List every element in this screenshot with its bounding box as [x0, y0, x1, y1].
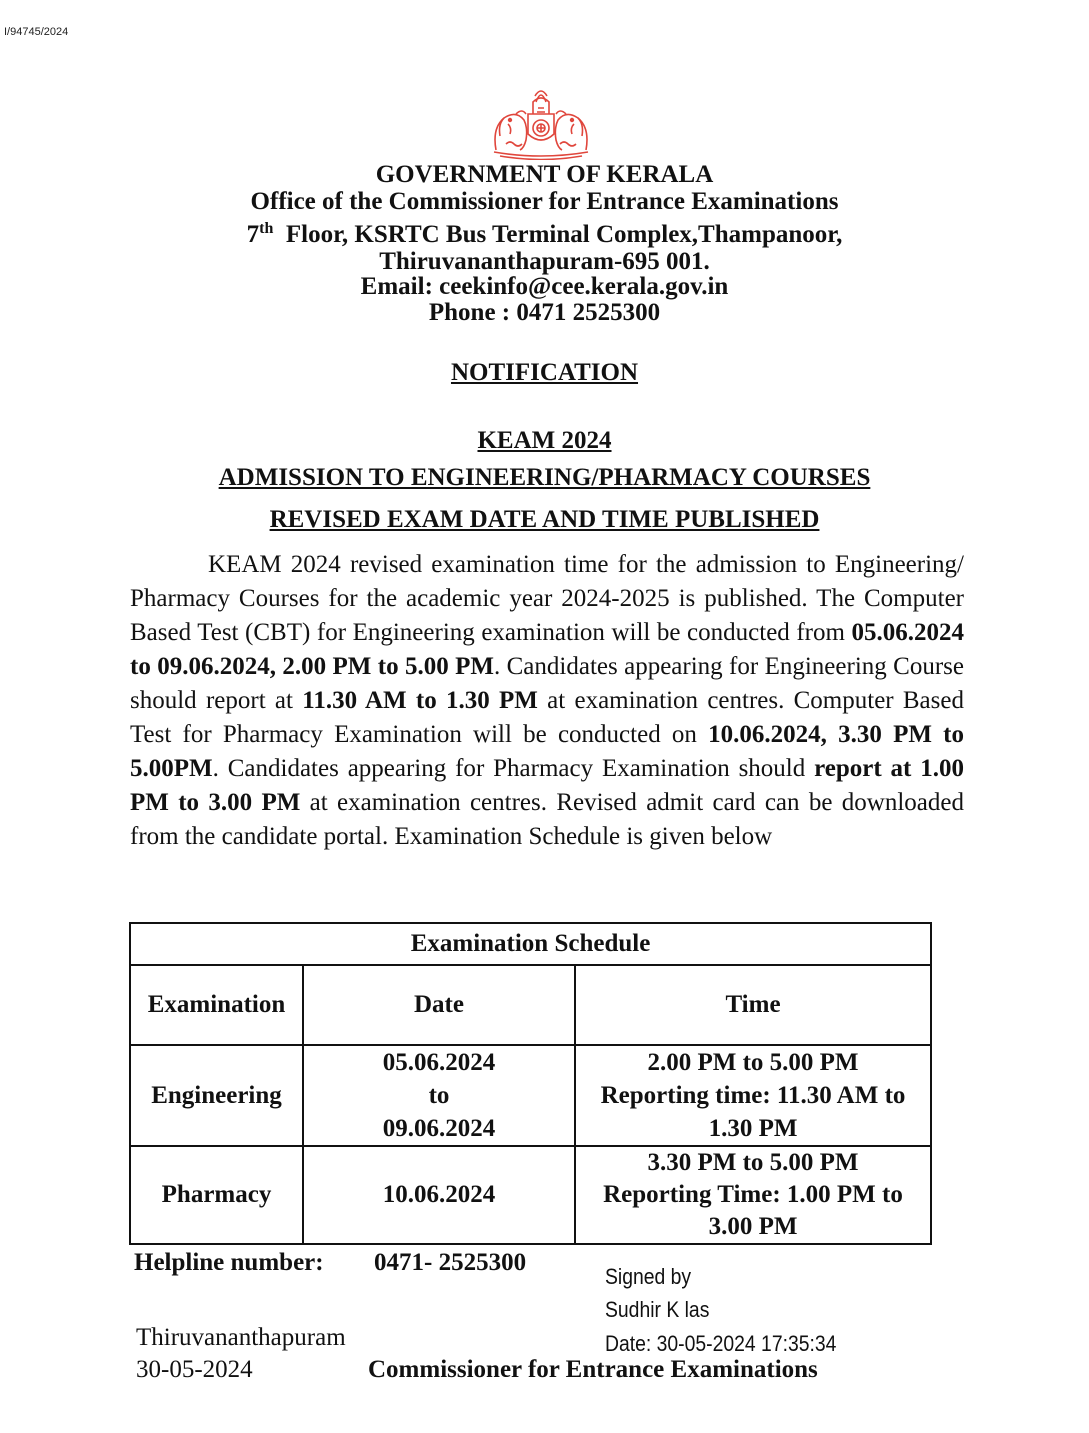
engineering-date-to: to — [428, 1082, 450, 1109]
header-government: GOVERNMENT OF KERALA — [375, 161, 714, 188]
schedule-title-row — [130, 923, 931, 965]
signed-by-label: Signed by — [605, 1264, 692, 1289]
engineering-exam-time: 2.00 PM to 5.00 PM — [647, 1049, 859, 1076]
helpline-number: 0471- 2525300 — [374, 1249, 527, 1276]
pharmacy-exam-time: 3.30 PM to 5.00 PM — [647, 1149, 859, 1176]
examination-schedule-table — [129, 922, 932, 1245]
engineering-reporting-time: Reporting time: 11.30 AM to — [600, 1082, 906, 1109]
engineering-reporting-time-end: 1.30 PM — [708, 1115, 798, 1142]
floor-suffix: th — [259, 220, 274, 237]
signer-name: Sudhir K las — [605, 1297, 710, 1322]
table-row — [130, 1045, 931, 1146]
engineering-time — [575, 1045, 931, 1146]
footer-designation: Commissioner for Entrance Examinations — [368, 1356, 818, 1383]
signature-date: Date: 30-05-2024 17:35:34 — [605, 1331, 837, 1356]
subject-keam: KEAM 2024 — [477, 427, 612, 454]
floor-number: 7 — [246, 221, 260, 248]
engineering-report-time-bold: 11.30 AM to 1.30 PM — [302, 687, 538, 714]
body-text-4: . Candidates appearing for Pharmacy Examination should — [212, 755, 815, 782]
header-address-city: Thiruvananthapuram-695 001. — [379, 248, 710, 275]
header-examination: Examination — [130, 965, 303, 1045]
schedule-title: Examination Schedule — [130, 923, 931, 965]
pharmacy-exam: Pharmacy — [130, 1146, 303, 1244]
header-time: Time — [575, 965, 931, 1045]
file-reference-number: I/94745/2024 — [4, 26, 69, 38]
engineering-exam: Engineering — [130, 1045, 303, 1146]
header-date: Date — [303, 965, 575, 1045]
schedule-header-row — [130, 965, 931, 1045]
pharmacy-reporting-time: Reporting Time: 1.00 PM to — [603, 1181, 903, 1208]
engineering-date-end: 09.06.2024 — [382, 1115, 496, 1142]
subject-admission: ADMISSION TO ENGINEERING/PHARMACY COURSES — [218, 464, 871, 491]
engineering-date — [303, 1045, 575, 1146]
notification-label: NOTIFICATION — [450, 359, 639, 386]
pharmacy-date: 10.06.2024 — [303, 1146, 575, 1244]
table-row — [130, 1146, 931, 1244]
subject-revised: REVISED EXAM DATE AND TIME PUBLISHED — [269, 506, 820, 533]
footer-place: Thiruvananthapuram — [136, 1324, 346, 1351]
helpline-label: Helpline number: — [134, 1249, 324, 1276]
engineering-date-start: 05.06.2024 — [382, 1049, 496, 1076]
pharmacy-time — [575, 1146, 931, 1244]
header-address-floor — [0, 221, 1089, 248]
kerala-emblem-icon — [486, 84, 596, 160]
header-office: Office of the Commissioner for Entrance Examinations — [250, 188, 839, 215]
address-line: Floor, KSRTC Bus Terminal Complex,Thampanoor, — [285, 221, 843, 248]
pharmacy-reporting-time-end: 3.00 PM — [708, 1213, 798, 1240]
header-phone: Phone : 0471 2525300 — [428, 299, 661, 326]
body-text-3: at examination centres. Computer Based Test for Pharmacy Examination will be conducted on — [130, 687, 964, 748]
body-text-1: KEAM 2024 revised examination time for the admission to Engineering/ Pharmacy Courses for the academic year 2024-2025 is published. The Computer Based Test (CBT) for Engineering examination will be conducted from — [130, 551, 964, 646]
body-text-5: at examination centres. Revised admit card can be downloaded from the candidate portal. Examination Schedule is given below — [130, 789, 964, 850]
body-text-2: . Candidates appearing for Engineering Course should report at — [130, 653, 964, 714]
header-email: Email: ceekinfo@cee.kerala.gov.in — [360, 273, 729, 300]
footer-date: 30-05-2024 — [136, 1356, 253, 1383]
pharmacy-report-time-bold: report at 1.00 PM to 3.00 PM — [130, 755, 964, 816]
engineering-dates-bold: 05.06.2024 to 09.06.2024, 2.00 PM to 5.00 PM — [130, 619, 964, 680]
notification-body — [130, 548, 964, 854]
pharmacy-date-bold: 10.06.2024, 3.30 PM to 5.00PM — [130, 721, 964, 782]
